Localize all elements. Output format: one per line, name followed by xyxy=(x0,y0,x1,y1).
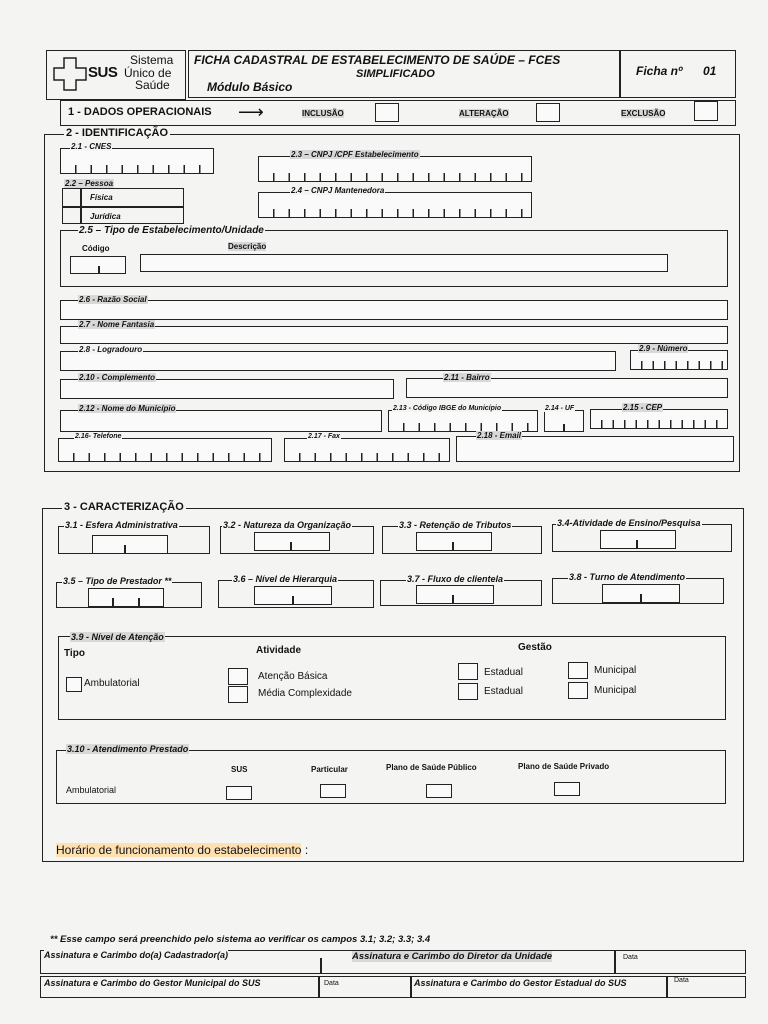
prestador-divider-2 xyxy=(138,598,140,607)
cnpj-mantenedora-field[interactable] xyxy=(258,192,532,218)
sus-checkbox[interactable] xyxy=(226,786,252,800)
atendimento-box xyxy=(56,750,726,804)
form-title-line1: FICHA CADASTRAL DE ESTABELECIMENTO DE SAÚDE – FCES xyxy=(194,53,561,67)
hierarquia-label: 3.6 – Nível de Hierarquia xyxy=(233,574,338,584)
plano-publico-checkbox[interactable] xyxy=(426,784,452,798)
sig-estadual: Assinatura e Carimbo do Gestor Estadual do SUS xyxy=(414,978,627,988)
complemento-label: 2.10 - Complemento xyxy=(79,373,156,382)
turno-divider xyxy=(640,594,642,603)
sig-diretor: Assinatura e Carimbo do Diretor da Unidade xyxy=(352,951,553,962)
estadual-checkbox-1[interactable] xyxy=(458,663,478,680)
prestador-field[interactable] xyxy=(88,588,164,607)
horario-field[interactable] xyxy=(340,842,730,856)
municipal-label-1: Municipal xyxy=(594,665,637,676)
natureza-label: 3.2 - Natureza da Organização xyxy=(223,520,352,530)
turno-label: 3.8 - Turno de Atendimento xyxy=(569,572,686,582)
data-label-1: Data xyxy=(623,954,638,961)
codigo-label: Código xyxy=(82,244,110,253)
estadual-label-2: Estadual xyxy=(484,686,523,697)
tipo-header: Tipo xyxy=(64,648,85,659)
ficha-number: 01 xyxy=(703,64,717,78)
retencao-divider xyxy=(452,542,454,551)
fluxo-field[interactable] xyxy=(416,585,494,604)
particular-checkbox[interactable] xyxy=(320,784,346,798)
ensino-label: 3.4-Atividade de Ensino/Pesquisa xyxy=(557,518,701,528)
juridica-label: Jurídica xyxy=(90,212,121,221)
sus-logo-word: SUS xyxy=(88,64,118,81)
col-privado-header: Plano de Saúde Privado xyxy=(518,762,610,771)
sec2-title: 2 - IDENTIFICAÇÃO xyxy=(66,127,169,139)
horario-text: Horário de funcionamento do estabelecimento xyxy=(56,843,302,857)
data-label-2: Data xyxy=(324,980,339,987)
natureza-divider xyxy=(290,542,292,551)
retencao-field[interactable] xyxy=(416,532,492,551)
col-sus-header: SUS xyxy=(231,765,248,774)
sec3-title: 3 - CARACTERIZAÇÃO xyxy=(64,501,184,513)
esfera-field[interactable] xyxy=(92,535,168,554)
sig-cadastrador: Assinatura e Carimbo do(a) Cadastrador(a) xyxy=(44,950,229,960)
natureza-field[interactable] xyxy=(254,532,330,551)
cnpj-mantenedora-label: 2.4 – CNPJ Mantenedora xyxy=(291,186,385,195)
gestao-header: Gestão xyxy=(518,642,552,653)
logo-text-3: Saúde xyxy=(135,78,170,92)
email-label: 2.18 - Email xyxy=(477,431,522,440)
cnpj-cpf-field[interactable] xyxy=(258,156,532,182)
prestador-divider-1 xyxy=(112,598,114,607)
sig-municipal: Assinatura e Carimbo do Gestor Municipal do SUS xyxy=(44,978,261,988)
esfera-divider xyxy=(124,545,126,554)
sig-row-1-divider-2 xyxy=(614,950,616,974)
prestador-label: 3.5 – Tipo de Prestador ** xyxy=(63,576,172,586)
logo-text-2: Único de xyxy=(124,66,172,80)
ambulatorial-label: Ambulatorial xyxy=(84,678,140,689)
data-label-3: Data xyxy=(674,977,689,984)
fluxo-divider xyxy=(452,595,454,604)
module-label: Módulo Básico xyxy=(207,80,293,94)
juridica-checkbox[interactable] xyxy=(63,208,79,223)
descricao-field[interactable] xyxy=(140,254,668,272)
nome-fantasia-field[interactable] xyxy=(60,326,728,344)
hierarquia-divider xyxy=(292,596,294,605)
inclusao-label: INCLUSÃO xyxy=(302,109,344,118)
municipal-checkbox-1[interactable] xyxy=(568,662,588,679)
horario-colon: : xyxy=(304,843,309,857)
nome-fantasia-label: 2.7 - Nome Fantasia xyxy=(79,320,155,329)
alteracao-label: ALTERAÇÃO xyxy=(459,109,509,118)
nivel-atencao-label: 3.9 - Nível de Atenção xyxy=(71,632,164,642)
ambulatorial-checkbox[interactable] xyxy=(66,677,82,692)
fisica-checkbox[interactable] xyxy=(63,190,79,205)
descricao-label: Descrição xyxy=(228,242,267,251)
plano-privado-checkbox[interactable] xyxy=(554,782,580,796)
estadual-label-1: Estadual xyxy=(484,667,523,678)
cep-field[interactable] xyxy=(590,409,728,429)
razao-social-field[interactable] xyxy=(60,300,728,320)
col-publico-header: Plano de Saúde Público xyxy=(386,763,477,772)
ensino-divider xyxy=(636,540,638,549)
uf-label: 2.14 - UF xyxy=(545,405,575,412)
alteracao-checkbox[interactable] xyxy=(536,103,560,122)
media-complexidade-checkbox[interactable] xyxy=(228,686,248,703)
sec1-title: 1 - DADOS OPERACIONAIS xyxy=(68,106,212,118)
horario-label xyxy=(56,843,308,857)
retencao-label: 3.3 - Retenção de Tributos xyxy=(399,520,512,530)
logo-text-1: Sistema xyxy=(130,53,174,67)
row-ambulatorial-label: Ambulatorial xyxy=(66,785,117,795)
sig-row-2-divider-3 xyxy=(666,976,668,998)
fax-label: 2.17 - Fax xyxy=(308,433,340,440)
footer-note: ** Esse campo será preenchido pelo sistema ao verificar os campos 3.1; 3.2; 3.3; 3.4 xyxy=(50,934,431,945)
complemento-field[interactable] xyxy=(60,379,394,399)
bairro-label: 2.11 - Bairro xyxy=(444,373,490,382)
telefone-label: 2.16- Telefone xyxy=(75,433,122,440)
numero-field[interactable] xyxy=(630,350,728,370)
sig-row-2-divider-1 xyxy=(318,976,320,998)
numero-label: 2.9 - Número xyxy=(639,344,688,353)
media-complexidade-label: Média Complexidade xyxy=(258,688,352,699)
municipal-label-2: Municipal xyxy=(594,685,637,696)
uf-divider xyxy=(563,424,565,432)
ficha-label: Ficha nº xyxy=(636,64,683,78)
atencao-basica-label: Atenção Básica xyxy=(258,671,328,682)
tipo-estab-label: 2.5 – Tipo de Estabelecimento/Unidade xyxy=(79,225,264,236)
fax-field[interactable] xyxy=(284,438,450,462)
razao-social-label: 2.6 - Razão Social xyxy=(79,295,147,304)
sig-row-1-divider-1 xyxy=(320,958,322,974)
exclusao-checkbox[interactable] xyxy=(694,101,718,121)
pessoa-check-col xyxy=(80,188,82,224)
inclusao-checkbox[interactable] xyxy=(375,103,399,122)
cnpj-cpf-label: 2.3 – CNPJ /CPF Estabelecimento xyxy=(291,150,419,159)
nivel-atencao-box xyxy=(58,636,726,720)
sig-row-2-divider-2 xyxy=(410,976,412,998)
municipal-checkbox-2[interactable] xyxy=(568,682,588,699)
ibge-field[interactable] xyxy=(388,410,538,432)
cep-label: 2.15 - CEP xyxy=(623,403,663,412)
logradouro-field[interactable] xyxy=(60,351,616,371)
atencao-basica-checkbox[interactable] xyxy=(228,668,248,685)
logradouro-label: 2.8 - Logradouro xyxy=(79,345,143,354)
form-title-line2: SIMPLIFICADO xyxy=(356,68,435,80)
exclusao-label: EXCLUSÃO xyxy=(621,109,666,118)
esfera-label: 3.1 - Esfera Administrativa xyxy=(65,520,178,530)
cnes-label: 2.1 - CNES xyxy=(71,142,112,151)
fluxo-label: 3.7 - Fluxo de clientela xyxy=(407,574,504,584)
ensino-field[interactable] xyxy=(600,530,676,549)
arrow-icon: ⟶ xyxy=(238,102,264,122)
ibge-label: 2.13 - Código IBGE do Município xyxy=(393,405,502,412)
col-particular-header: Particular xyxy=(311,765,348,774)
atividade-header: Atividade xyxy=(256,645,302,656)
sus-cross-icon xyxy=(52,56,88,92)
codigo-divider xyxy=(98,266,100,274)
municipio-field[interactable] xyxy=(60,410,382,432)
fisica-label: Física xyxy=(90,193,113,202)
cnes-field[interactable] xyxy=(60,148,214,174)
pessoa-label: 2.2 – Pessoa xyxy=(65,179,114,188)
estadual-checkbox-2[interactable] xyxy=(458,683,478,700)
atendimento-label: 3.10 - Atendimento Prestado xyxy=(67,744,189,754)
municipio-label: 2.12 - Nome do Município xyxy=(79,404,176,413)
telefone-field[interactable] xyxy=(58,438,272,462)
